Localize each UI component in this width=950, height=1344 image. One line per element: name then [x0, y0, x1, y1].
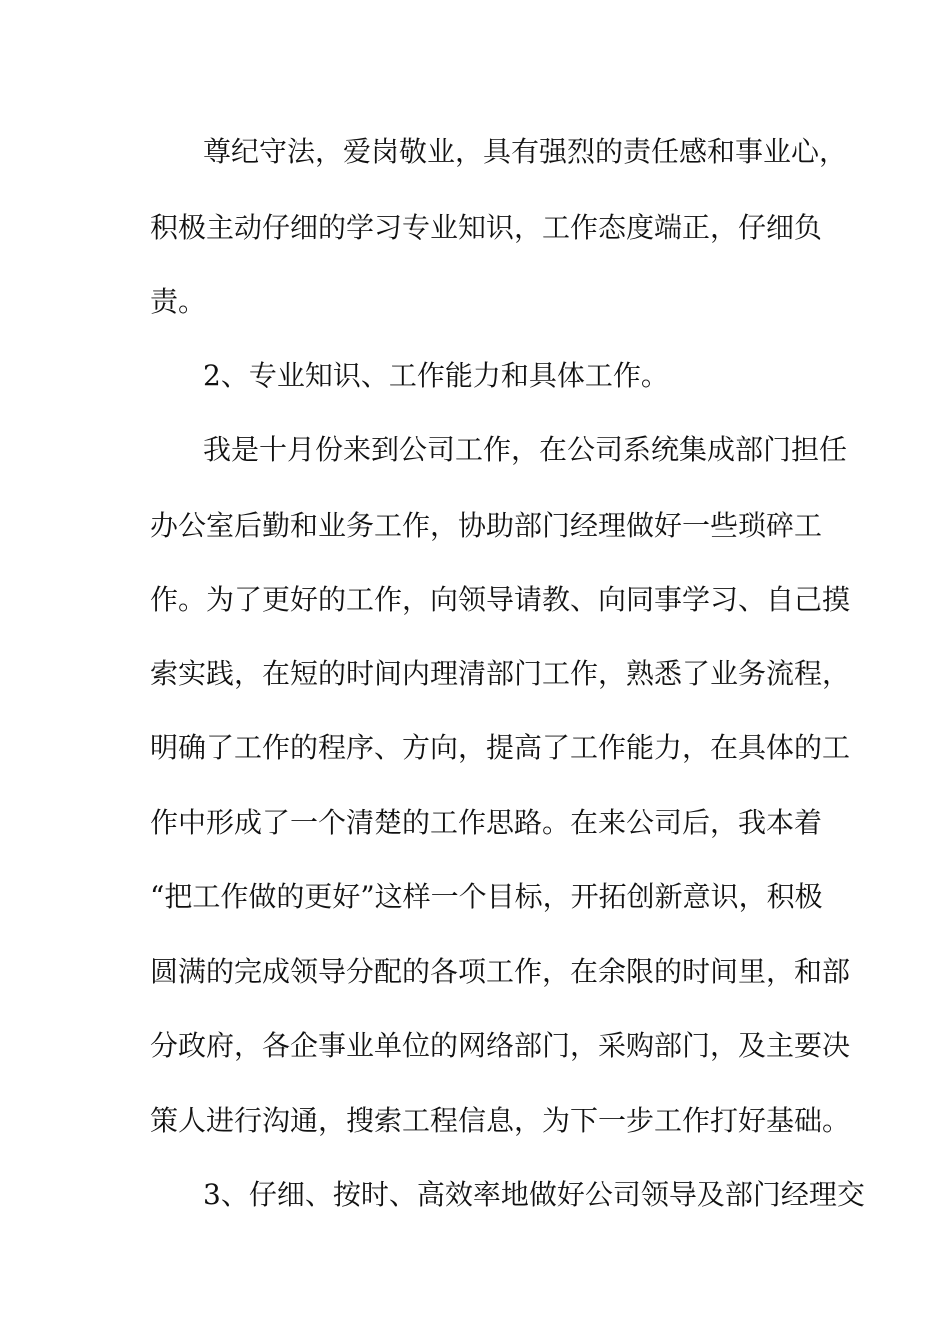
paragraph-line: 分政府，各企事业单位的网络部门，采购部门，及主要决 — [150, 1029, 851, 1062]
paragraph-line: “把工作做的更好”这样一个目标，开拓创新意识，积极 — [150, 880, 823, 913]
paragraph-line: 我是十月份来到公司工作，在公司系统集成部门担任 — [203, 433, 848, 466]
paragraph-line: 积极主动仔细的学习专业知识，工作态度端正，仔细负 — [150, 211, 823, 244]
paragraph-line: 明确了工作的程序、方向，提高了工作能力，在具体的工 — [150, 731, 851, 764]
paragraph-line: 尊纪守法，爱岗敬业，具有强烈的责任感和事业心， — [203, 135, 848, 168]
paragraph-line: 作。为了更好的工作，向领导请教、向同事学习、自己摸 — [150, 583, 851, 616]
section-heading: 3、仔细、按时、高效率地做好公司领导及部门经理交 — [203, 1178, 865, 1211]
paragraph-line: 索实践，在短的时间内理清部门工作，熟悉了业务流程， — [150, 657, 851, 690]
paragraph-line: 策人进行沟通，搜索工程信息，为下一步工作打好基础。 — [150, 1104, 851, 1137]
paragraph-line: 圆满的完成领导分配的各项工作，在余限的时间里，和部 — [150, 955, 851, 988]
paragraph-line: 作中形成了一个清楚的工作思路。在来公司后，我本着 — [150, 806, 823, 839]
section-heading: 2、专业知识、工作能力和具体工作。 — [203, 359, 669, 392]
paragraph-line: 办公室后勤和业务工作，协助部门经理做好一些琐碎工 — [150, 509, 823, 542]
paragraph-line: 责。 — [150, 285, 207, 318]
